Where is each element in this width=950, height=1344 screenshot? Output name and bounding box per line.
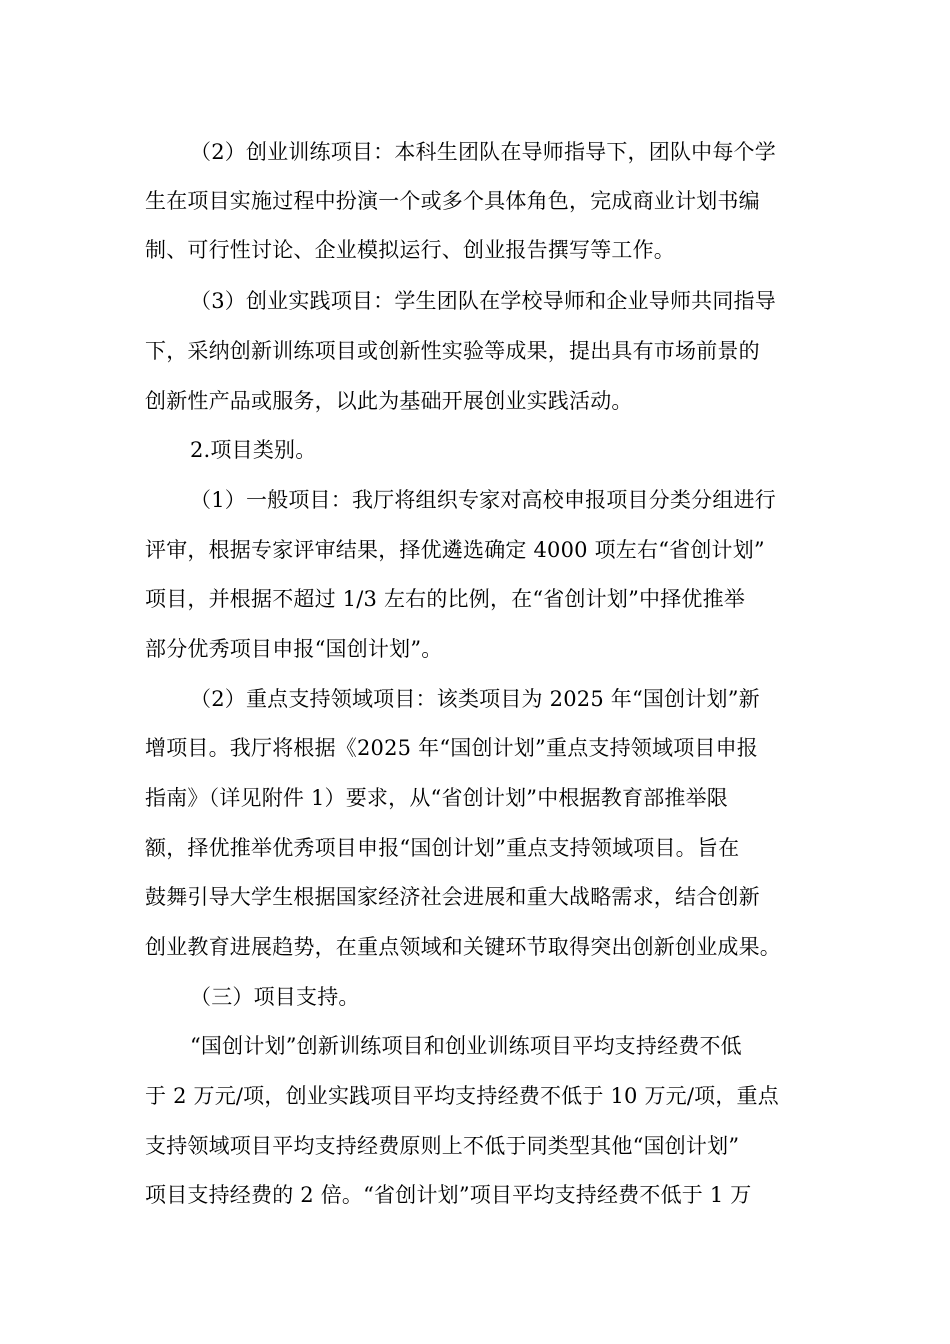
text-line-16: 鼓舞引导大学生根据国家经济社会进展和重大战略需求，结合创新	[145, 885, 760, 909]
text-line-11: 部分优秀项目申报“国创计划”。	[145, 637, 443, 661]
text-line-22: 项目支持经费的 2 倍。“省创计划”项目平均支持经费不低于 1 万	[145, 1183, 752, 1207]
text-line-9: 评审，根据专家评审结果，择优遴选确定 4000 项左右“省创计划”	[145, 538, 765, 562]
text-line-20: 于 2 万元/项，创业实践项目平均支持经费不低于 10 万元/项，重点	[145, 1084, 779, 1108]
text-line-2: 生在项目实施过程中扮演一个或多个具体角色，完成商业计划书编	[145, 189, 760, 213]
text-line-4: （3）创业实践项目：学生团队在学校导师和企业导师共同指导	[190, 289, 776, 313]
text-line-5: 下，采纳创新训练项目或创新性实验等成果，提出具有市场前景的	[145, 339, 760, 363]
text-line-15: 额，择优推举优秀项目申报“国创计划”重点支持领域项目。旨在	[145, 836, 740, 860]
text-line-12: （2）重点支持领域项目：该类项目为 2025 年“国创计划”新	[190, 687, 760, 711]
text-line-1: （2）创业训练项目：本科生团队在导师指导下，团队中每个学	[190, 140, 776, 164]
text-line-3: 制、可行性讨论、企业模拟运行、创业报告撰写等工作。	[145, 238, 675, 262]
text-line-19: “国创计划”创新训练项目和创业训练项目平均支持经费不低	[190, 1034, 742, 1058]
text-line-14: 指南》（详见附件 1）要求，从“省创计划”中根据教育部推举限	[145, 786, 729, 810]
text-line-8: （1）一般项目：我厅将组织专家对高校申报项目分类分组进行	[190, 488, 776, 512]
text-line-7: 2.项目类别。	[190, 438, 317, 462]
text-line-13: 增项目。我厅将根据《2025 年“国创计划”重点支持领域项目申报	[145, 736, 758, 760]
text-line-17: 创业教育进展趋势，在重点领域和关键环节取得突出创新创业成果。	[145, 935, 781, 959]
text-line-21: 支持领域项目平均支持经费原则上不低于同类型其他“国创计划”	[145, 1134, 740, 1158]
text-line-18: （三）项目支持。	[190, 985, 360, 1009]
text-line-6: 创新性产品或服务，以此为基础开展创业实践活动。	[145, 389, 633, 413]
text-line-10: 项目，并根据不超过 1/3 左右的比例，在“省创计划”中择优推举	[145, 587, 746, 611]
